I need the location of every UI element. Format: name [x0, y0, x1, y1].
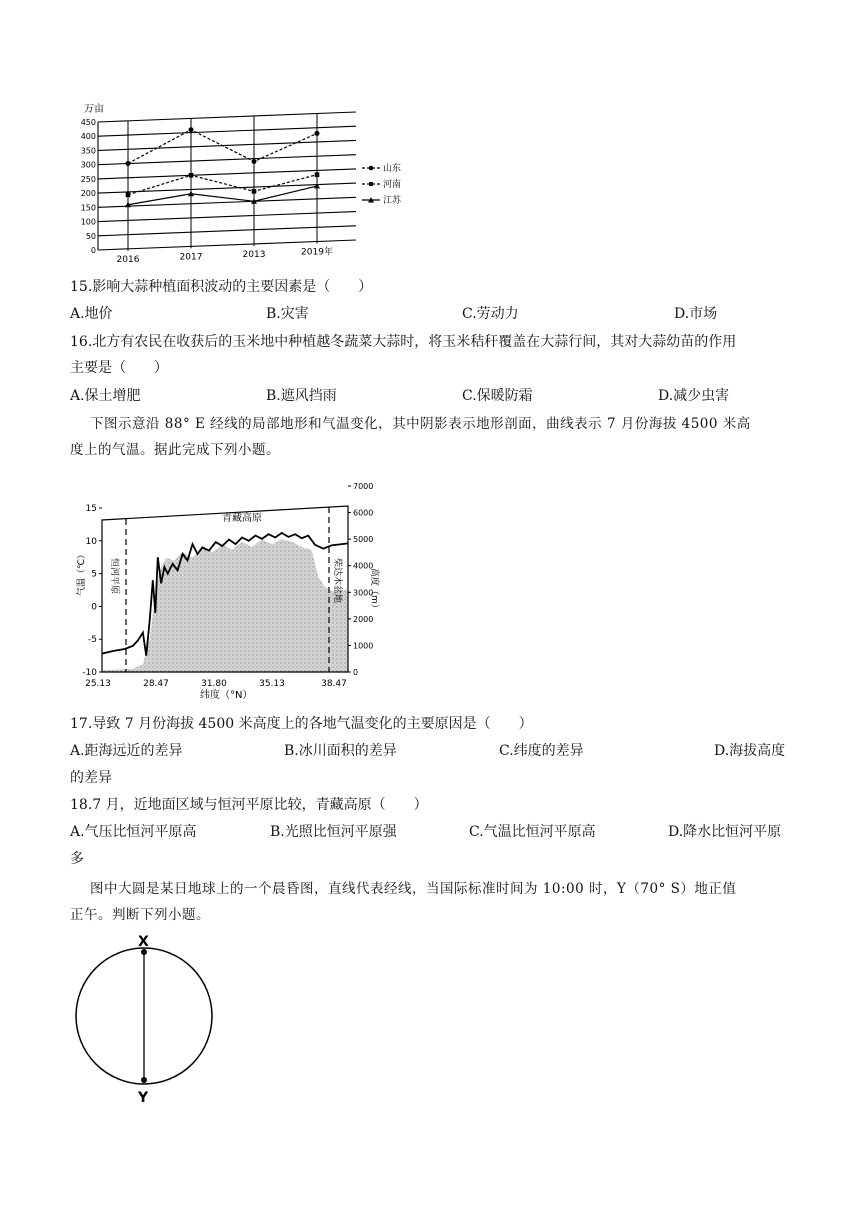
chart1-ylabel: 万亩 — [84, 104, 104, 115]
chart2-y2-tick: 4000 — [353, 561, 374, 571]
chart1-y-tick: 200 — [80, 189, 96, 199]
q15-option-d[interactable]: D.市场 — [674, 306, 718, 322]
q17-option-a[interactable]: A.距海远近的差异 — [70, 743, 183, 759]
chart1-legend-label: 河南 — [383, 180, 402, 190]
q18-option-a[interactable]: A.气压比恒河平原高 — [70, 824, 197, 840]
chart1-series — [125, 127, 320, 207]
chart1-point — [252, 189, 257, 194]
question-17-stem: 17.导致 7 月份海拔 4500 米高度上的各地气温变化的主要原因是（ ） — [70, 716, 533, 732]
chart1-y-tick: 0 — [90, 246, 96, 255]
label-x: X — [138, 934, 149, 950]
intro-figure3-line2: 正午。判断下列小题。 — [70, 907, 210, 923]
chart1-y-tick: 250 — [80, 174, 96, 184]
chart1-series-line — [128, 130, 317, 164]
q16-option-a[interactable]: A.保土增肥 — [70, 388, 141, 404]
q17-option-d-continued: 的差异 — [70, 770, 112, 786]
chart1-y-tick: 400 — [80, 132, 96, 142]
chart1-x-tick: 2019年 — [301, 247, 333, 258]
question-16-stem-line2: 主要是（ ） — [70, 360, 168, 376]
garlic-area-chart — [80, 100, 420, 268]
chart2-ylabel: 气温（℃） — [77, 549, 87, 596]
q16-option-c[interactable]: C.保暖防霜 — [462, 388, 533, 404]
terminator-diagram — [68, 930, 228, 1106]
chart2-y2-tick: 3000 — [353, 588, 374, 598]
q17-option-c[interactable]: C.纬度的差异 — [499, 743, 584, 759]
chart1-point — [126, 161, 131, 166]
chart2-x-tick: 35.13 — [259, 679, 285, 689]
chart1-legend — [362, 162, 402, 206]
terrain-shading — [102, 539, 348, 672]
q15-option-b[interactable]: B.灾害 — [266, 306, 309, 322]
chart2-y-tick: 0 — [91, 602, 97, 613]
intro-figure2-line1: 下图示意沿 88° E 经线的局部地形和气温变化，其中阴影表示地形剖面，曲线表示 7 月份海拔 4500 米高 — [90, 416, 751, 432]
q18-option-d-continued: 多 — [70, 851, 84, 867]
chart2-x-tick: 38.47 — [321, 679, 347, 689]
chart2-y2-tick: 0 — [353, 668, 359, 677]
chart2-y2-tick: 6000 — [353, 508, 374, 518]
chart1-y-tick: 300 — [80, 160, 96, 170]
chart2-y2-tick: 1000 — [353, 641, 374, 651]
q18-option-c[interactable]: C.气温比恒河平原高 — [469, 824, 596, 840]
q15-option-a[interactable]: A.地价 — [70, 306, 113, 322]
chart2-x-tick: 25.13 — [85, 679, 111, 689]
q18-option-d[interactable]: D.降水比恒河平原 — [668, 824, 782, 840]
chart2-y-tick: -10 — [82, 668, 97, 678]
q17-option-d[interactable]: D.海拔高度 — [714, 743, 786, 759]
terrain-profile — [102, 539, 348, 672]
chart2-x-tick: 28.47 — [143, 679, 169, 689]
chart2-y-tick: 10 — [85, 536, 97, 547]
chart1-point — [252, 159, 257, 164]
chart2-y-tick: 5 — [91, 569, 97, 580]
chart2-title: 青藏高原 — [222, 513, 262, 524]
chart2-y-tick: -5 — [88, 635, 97, 646]
chart1-y-tick: 100 — [80, 217, 96, 227]
chart1-y-ticks — [81, 118, 96, 255]
q15-option-c[interactable]: C.劳动力 — [462, 306, 519, 322]
chart1-legend-label: 山东 — [383, 164, 402, 174]
chart1-y-tick: 350 — [80, 146, 96, 156]
q16-option-b[interactable]: B.遮风挡雨 — [266, 388, 337, 404]
chart1-point — [189, 127, 194, 132]
chart1-x-tick: 2017 — [179, 252, 203, 263]
chart2-y2-tick: 7000 — [353, 482, 374, 491]
chart1-legend-marker — [369, 182, 373, 186]
terrain-temperature-chart — [72, 478, 382, 702]
q16-option-d[interactable]: D.减少虫害 — [658, 388, 730, 404]
point-y — [141, 1077, 147, 1083]
chart1-series-line — [128, 186, 317, 205]
chart1-y-tick: 50 — [85, 231, 96, 241]
chart1-point — [126, 192, 131, 197]
chart1-x-tick: 2013 — [242, 249, 266, 260]
chart1-legend-marker — [369, 166, 374, 171]
label-y: Y — [138, 1090, 149, 1106]
chart1-legend-label: 江苏 — [383, 196, 402, 206]
chart2-y-tick: 15 — [85, 504, 97, 514]
chart2-y2-tick: 5000 — [353, 535, 374, 545]
chart1-point — [315, 131, 320, 136]
chart1-x-tick: 2016 — [116, 254, 140, 265]
intro-figure2-line2: 度上的气温。据此完成下列小题。 — [70, 442, 280, 458]
chart2-y2-tick: 2000 — [353, 614, 374, 624]
chart1-point — [189, 173, 194, 178]
q17-option-b[interactable]: B.冰川面积的差异 — [284, 743, 397, 759]
chart2-xlabel: 纬度（°N） — [200, 690, 253, 701]
chart1-series-line — [128, 175, 317, 195]
chart1-y-tick: 450 — [80, 118, 96, 127]
chart2-x-tick: 31.80 — [201, 679, 227, 689]
question-15-stem: 15.影响大蒜种植面积波动的主要因素是（ ） — [70, 279, 373, 295]
question-16-stem-line1: 16.北方有农民在收获后的玉米地中种植越冬蔬菜大蒜时，将玉米秸秆覆盖在大蒜行间，其对大蒜幼苗的作用 — [70, 334, 737, 350]
chart1-point — [314, 183, 320, 189]
chart1-point — [315, 172, 320, 177]
chart1-y-tick: 150 — [80, 203, 96, 213]
intro-figure3-line1: 图中大圆是某日地球上的一个晨昏图，直线代表经线，当国际标准时间为 10:00 时，Y（70° S）地正值 — [90, 881, 737, 897]
right-region-label: 柴达木盆地 — [332, 558, 342, 604]
left-region-label: 恒河平原 — [109, 558, 119, 595]
chart2-y2label: 高度（m） — [369, 568, 379, 613]
question-18-stem: 18.7 月，近地面区域与恒河平原比较，青藏高原（ ） — [70, 797, 428, 813]
q18-option-b[interactable]: B.光照比恒河平原强 — [270, 824, 397, 840]
